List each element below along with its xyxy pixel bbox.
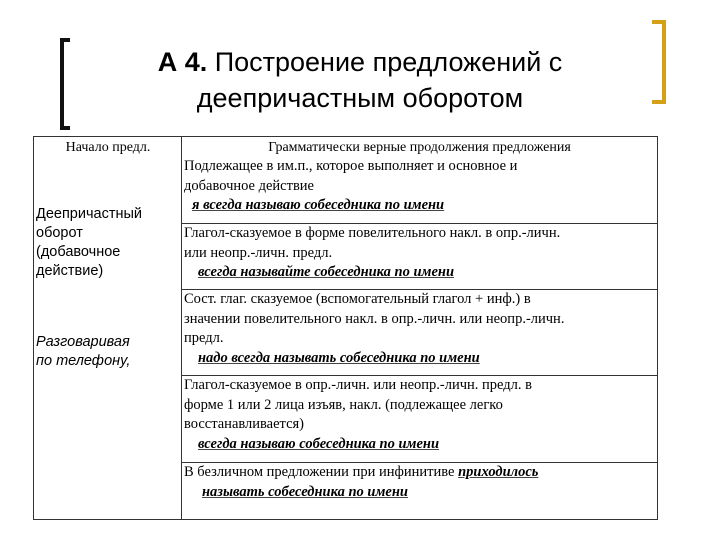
rule-example: всегда называйте собеседника по имени — [198, 264, 455, 280]
rule-row-5 — [182, 462, 657, 502]
rule-row-1 — [182, 157, 657, 216]
rule-row-3 — [182, 289, 657, 368]
title-line-1: Построение предложений с — [207, 47, 563, 77]
rule-line: или неопр.-личн. предл. — [184, 244, 333, 261]
rule-example: называть собеседника по имени — [202, 483, 408, 500]
left-line: действие) — [36, 263, 104, 279]
rule-row-4 — [182, 375, 657, 454]
participle-description — [36, 205, 142, 281]
header-left: Начало предл. — [65, 140, 151, 155]
rule-line: Сост. глаг. сказуемое (вспомогательный глагол + инф.) в — [184, 291, 531, 307]
rule-line: форме 1 или 2 лица изъяв, накл. (подлежащее легко — [184, 396, 503, 413]
title-number: А 4. — [157, 47, 208, 77]
left-bracket-decoration — [60, 38, 70, 130]
slide-title — [80, 44, 640, 116]
rule-line: значении повелительного накл. в опр.-личн. или неопр.-личн. — [184, 310, 565, 327]
right-bracket-decoration — [652, 20, 666, 104]
rule-line: предл. — [184, 330, 224, 346]
rule-line: Подлежащее в им.п., которое выполняет и основное и — [184, 158, 518, 174]
rule-example: надо всегда называть собеседника по имени — [198, 349, 480, 366]
rule-row-2 — [182, 223, 657, 283]
title-line-2: деепричастным оборотом — [196, 83, 524, 113]
left-line: Деепричастный — [36, 206, 143, 222]
rule-line: добавочное действие — [184, 177, 314, 194]
right-column — [182, 137, 657, 519]
left-example-line: Разговаривая — [36, 334, 130, 350]
header-right: Грамматически верные продолжения предложения — [268, 140, 571, 155]
rule-line: Глагол-сказуемое в форме повелительного накл. в опр.-личн. — [184, 225, 561, 241]
left-example-line: по телефону, — [36, 353, 131, 369]
rule-line: В безличном предложении при инфинитиве — [184, 464, 459, 480]
left-line: (добавочное — [36, 244, 121, 260]
left-column — [34, 137, 182, 519]
left-line: оборот — [36, 225, 83, 241]
participle-example — [36, 333, 130, 371]
rule-example: всегда называю собеседника по имени — [198, 435, 440, 452]
rule-example-inline: приходилось — [458, 464, 539, 480]
rule-line: Глагол-сказуемое в опр.-личн. или неопр.-личн. предл. в — [184, 377, 532, 393]
rule-example: я всегда называю собеседника по имени — [192, 197, 445, 213]
rule-line: восстанавливается) — [184, 416, 305, 432]
rules-table — [33, 136, 658, 520]
